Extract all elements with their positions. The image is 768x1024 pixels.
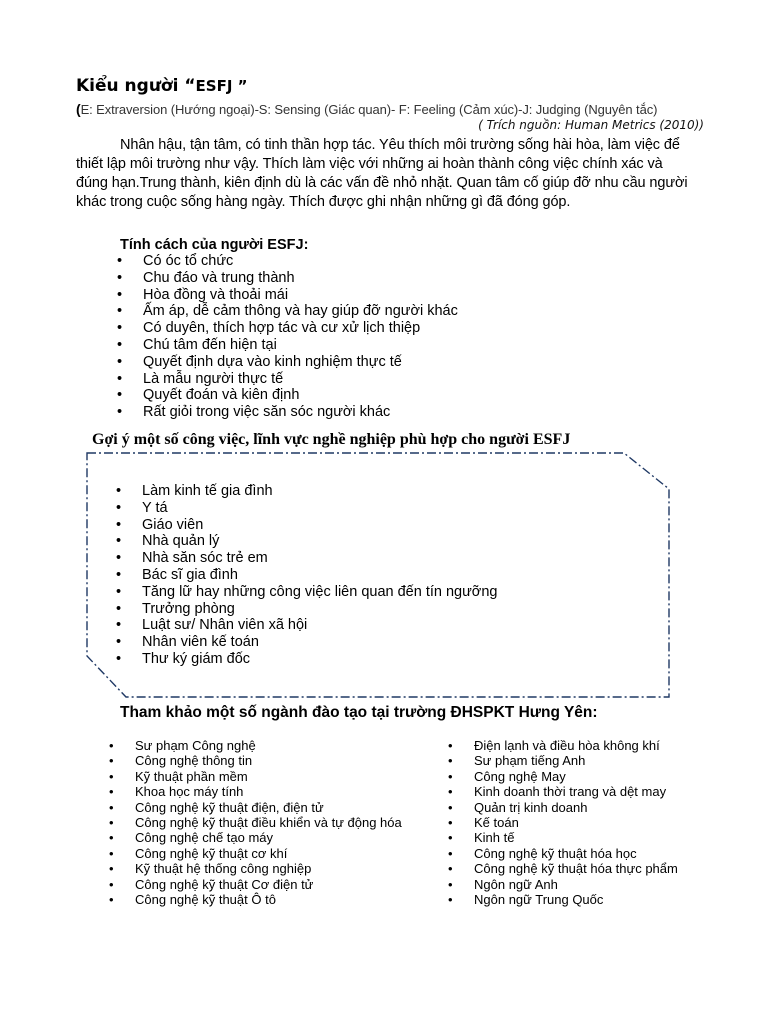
list-item: • Công nghệ chế tạo máy [109,830,274,846]
bullet: • [448,738,453,753]
bullet: • [448,814,453,830]
list-item: • Công nghệ thông tin [109,753,253,769]
bullet: • [116,483,122,499]
list-item: • Kinh tế [448,830,515,846]
training-list-right [448,738,678,907]
bullet: • [116,516,122,533]
list-item: • Sư phạm Công nghệ [109,738,256,753]
list-item: • Công nghệ kỹ thuật điều khiển và tự động hóa [109,814,402,830]
jobs-heading: Gợi ý một số công việc, lĩnh vực nghề nghiệp phù hợp cho người ESFJ [92,431,571,448]
bullet: • [448,876,453,892]
list-item: • Rất giỏi trong việc săn sóc người khác [117,404,391,421]
list-item: • Chu đáo và trung thành [117,269,295,286]
list-item: • Kế toán [448,814,519,830]
bullet: • [448,891,453,907]
title-type: ESFJ ” [195,77,248,95]
bullet: • [117,370,123,387]
list-item: • Có duyên, thích hợp tác và cư xử lịch thiệp [117,320,421,337]
bullet: • [448,784,453,800]
subtitle-text: E: Extraversion (Hướng ngoại)-S: Sensing (Giác quan)- F: Feeling (Cảm xúc)-J: Judging (Nguyên tắc) [80,102,658,117]
bullet: • [116,583,122,600]
bullet: • [116,550,122,567]
list-item: • Bác sĩ gia đình [116,566,238,583]
bullet: • [117,269,123,286]
bullet: • [109,784,114,800]
list-item: • Công nghệ kỹ thuật hóa học [448,845,637,861]
bullet: • [448,861,453,877]
list-item: • Điện lạnh và điều hòa không khí [448,738,660,753]
list-item: • Công nghệ kỹ thuật Ô tô [109,891,276,907]
bullet: • [109,830,114,846]
list-item: • Công nghệ May [448,768,566,784]
bullet: • [117,353,123,370]
list-item: • Là mẫu người thực tế [117,370,284,387]
list-item: • Trưởng phòng [116,600,235,617]
list-item: • Có óc tổ chức [117,253,234,269]
list-item: • Nhà quản lý [116,533,220,550]
list-item: • Quyết đoán và kiên định [117,387,300,404]
bullet: • [117,387,123,404]
bullet: • [109,861,114,877]
bullet: • [116,566,122,583]
list-item: • Ngôn ngữ Trung Quốc [448,891,604,907]
bullet: • [116,499,122,516]
bullet: • [109,738,114,753]
list-item: • Sư phạm tiếng Anh [448,753,586,769]
bullet: • [117,286,123,303]
list-item: • Y tá [116,499,168,516]
list-item: • Nhà săn sóc trẻ em [116,550,268,567]
list-item: • Chú tâm đến hiện tại [117,336,277,353]
bullet: • [448,830,453,846]
list-item: • Hòa đồng và thoải mái [117,286,289,303]
page-title [76,76,248,96]
list-item: • Khoa học máy tính [109,784,244,800]
bullet: • [117,253,123,269]
traits-list [117,253,458,421]
list-item: • Thư ký giám đốc [116,650,251,667]
list-item: • Ấm áp, dễ cảm thông và hay giúp đỡ người khác [117,303,458,320]
source-citation: ( Trích nguồn: Human Metrics (2010)) [478,118,704,132]
list-item: • Tăng lữ hay những công việc liên quan đến tín ngưỡng [116,583,498,600]
list-item: • Giáo viên [116,516,204,533]
bullet: • [117,303,123,320]
list-item: • Quản trị kinh doanh [448,799,588,815]
subtitle-paren: ( [76,101,81,117]
traits-heading: Tính cách của người ESFJ: [120,237,309,253]
training-list-left [109,738,402,907]
bullet: • [448,845,453,861]
list-item: • Ngôn ngữ Anh [448,876,558,892]
list-item: • Kỹ thuật phần mềm [109,768,248,784]
training-heading: Tham khảo một số ngành đào tạo tại trường ĐHSPKT Hưng Yên: [120,704,598,721]
bullet: • [109,753,114,769]
list-item: • Làm kinh tế gia đình [116,483,273,499]
bullet: • [448,768,453,784]
bullet: • [109,876,114,892]
bullet: • [116,600,122,617]
list-item: • Công nghệ kỹ thuật cơ khí [109,845,288,861]
bullet: • [116,533,122,550]
bullet: • [116,650,122,667]
list-item: • Quyết định dựa vào kinh nghiệm thực tế [117,353,402,370]
list-item: • Công nghệ kỹ thuật Cơ điện tử [109,876,314,892]
bullet: • [109,845,114,861]
bullet: • [117,404,123,421]
list-item: • Kỹ thuật hệ thống công nghiệp [109,861,312,877]
bullet: • [116,634,122,651]
bullet: • [117,336,123,353]
list-item: • Công nghệ kỹ thuật hóa thực phẩm [448,861,678,877]
bullet: • [116,617,122,634]
bullet: • [448,799,453,815]
bullet: • [109,799,114,815]
list-item: • Luật sư/ Nhân viên xã hội [116,617,308,634]
list-item: • Kinh doanh thời trang và dệt may [448,784,667,800]
bullet: • [109,891,114,907]
intro-paragraph: Nhân hậu, tận tâm, có tinh thần hợp tác. Yêu thích môi trường sống hài hòa, làm việc để thiết lập môi trường như vậy. Thích làm việc với những ai hoàn thành công việc chính xác và đúng hạn.Trung thành, kiên định dù là các vấn đề nhỏ nhặt. Quan tâm cố giúp đỡ nhu cầu người khác trong cuộc sống hàng ngày. Thích được ghi nhận những gì đã đóng góp. [76,137,688,210]
jobs-list [116,483,498,668]
title-prefix: Kiểu người “ [76,76,196,96]
type-explanation [76,101,657,117]
bullet: • [117,320,123,337]
bullet: • [109,814,114,830]
list-item: • Nhân viên kế toán [116,634,259,651]
bullet: • [109,768,114,784]
bullet: • [448,753,453,769]
list-item: • Công nghệ kỹ thuật điện, điện tử [109,799,324,815]
